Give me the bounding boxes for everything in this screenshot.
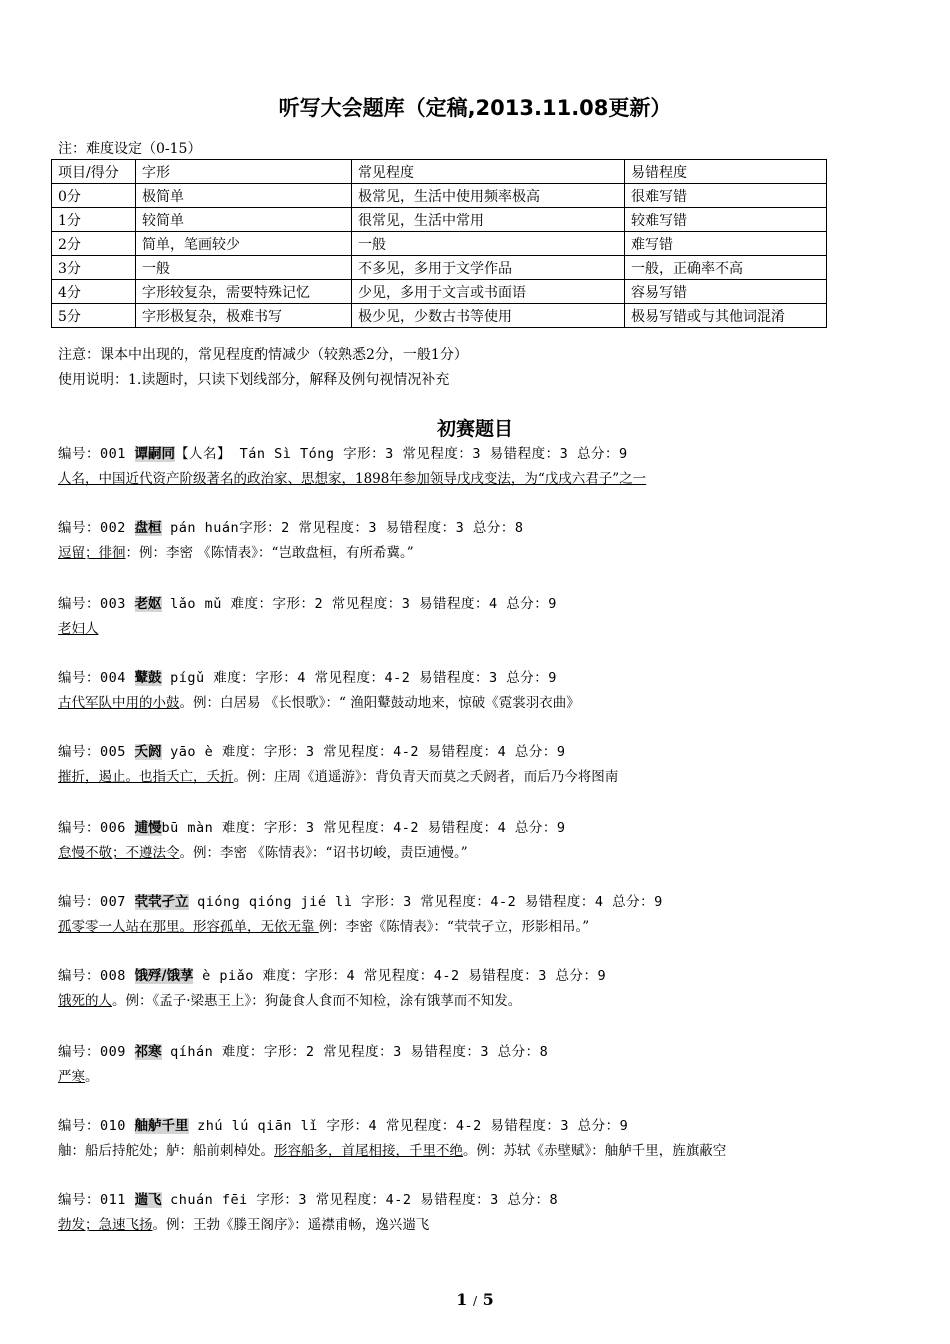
entry-definition-prefix: 舳：船后持舵处；舻：船前刺棹处。 xyxy=(58,1143,274,1159)
entry-number: 编号：003 xyxy=(58,596,135,612)
table-cell: 容易写错 xyxy=(625,280,827,304)
entry-example: ：例：李密 《陈情表》：“岂敢盘桓，有所希冀。” xyxy=(125,545,414,561)
entry-word: 逋慢 xyxy=(134,820,162,836)
entry-example: 。 xyxy=(85,1069,99,1085)
entry-header-line xyxy=(58,516,524,541)
table-cell: 5分 xyxy=(52,304,136,328)
table-cell: 字形较复杂，需要特殊记忆 xyxy=(136,280,352,304)
entry-word: 谭嗣同 xyxy=(134,446,176,462)
entry-number: 编号：005 xyxy=(58,744,135,760)
page-footer xyxy=(0,1290,950,1309)
entry-definition-line xyxy=(58,841,566,866)
entry-word: 盘桓 xyxy=(134,520,162,536)
entry-number: 编号：009 xyxy=(58,1044,135,1060)
table-header-cell: 字形 xyxy=(136,160,352,184)
entry-example: 。例：李密 《陈情表》：“诏书切峻，责臣逋慢。” xyxy=(179,845,468,861)
entry-item xyxy=(58,1188,558,1238)
entry-word: 夭阏 xyxy=(134,744,162,760)
entry-item xyxy=(58,964,606,1014)
entry-definition-line xyxy=(58,691,580,716)
table-cell: 1分 xyxy=(52,208,136,232)
entry-definition-line xyxy=(58,1065,548,1090)
entry-definition-line xyxy=(58,1213,558,1238)
entry-meta: bū màn 难度：字形：3 常见程度：4-2 易错程度：4 总分：9 xyxy=(161,820,566,836)
entry-item xyxy=(58,592,557,642)
table-header-cell: 易错程度 xyxy=(625,160,827,184)
table-cell: 极易写错或与其他词混淆 xyxy=(625,304,827,328)
entry-item xyxy=(58,1114,726,1164)
table-row xyxy=(52,280,827,304)
table-header-cell: 项目/得分 xyxy=(52,160,136,184)
table-cell: 一般，正确率不高 xyxy=(625,256,827,280)
entry-number: 编号：002 xyxy=(58,520,135,536)
attention-note: 注意：课本中出现的，常见程度酌情减少（较熟悉2分，一般1分） xyxy=(58,347,468,363)
entry-item xyxy=(58,442,646,492)
table-cell: 极常见，生活中使用频率极高 xyxy=(352,184,625,208)
entry-meta: qíhán 难度：字形：2 常见程度：3 易错程度：3 总分：8 xyxy=(161,1044,549,1060)
entry-word: 饿殍/饿莩 xyxy=(134,968,194,984)
entry-example: 。例：白居易 《长恨歌》：“ 渔阳鼙鼓动地来，惊破《霓裳羽衣曲》 xyxy=(179,695,580,711)
section-title: 初赛题目 xyxy=(436,418,513,440)
entry-meta: 【人名】 Tán Sì Tóng 字形：3 常见程度：3 易错程度：3 总分：9 xyxy=(175,446,628,462)
entry-item xyxy=(58,516,524,566)
entry-header-line xyxy=(58,1040,548,1065)
entry-number: 编号：010 xyxy=(58,1118,135,1134)
entry-item xyxy=(58,740,618,790)
entry-number: 编号：006 xyxy=(58,820,135,836)
entry-header-line xyxy=(58,592,557,617)
table-row xyxy=(52,184,827,208)
usage-note: 使用说明：1.读题时，只读下划线部分，解释及例句视情况补充 xyxy=(58,372,450,388)
entry-example: 。例：《孟子·梁惠王上》：狗彘食人食而不知检，涂有饿莩而不知发。 xyxy=(112,993,522,1009)
table-cell: 极少见，少数古书等使用 xyxy=(352,304,625,328)
table-cell: 4分 xyxy=(52,280,136,304)
entry-number: 编号：008 xyxy=(58,968,135,984)
entry-example: 例：李密《陈情表》：“茕茕孑立，形影相吊。” xyxy=(318,919,590,935)
entry-header-line xyxy=(58,890,663,915)
entry-definition: 古代军队中用的小鼓 xyxy=(58,695,180,711)
table-cell: 简单，笔画较少 xyxy=(136,232,352,256)
table-row xyxy=(52,208,827,232)
entry-example: 。例：苏轼《赤壁赋》：舳舻千里，旌旗蔽空 xyxy=(463,1143,727,1159)
entry-definition: 逗留；徘徊 xyxy=(58,545,126,561)
entry-example: 。例：庄周《逍遥游》：背负青天而莫之夭阏者，而后乃今将图南 xyxy=(233,769,619,785)
table-header-cell: 常见程度 xyxy=(352,160,625,184)
difficulty-table-body xyxy=(52,160,827,328)
entry-number: 编号：001 xyxy=(58,446,135,462)
table-cell: 很常见，生活中常用 xyxy=(352,208,625,232)
entry-item xyxy=(58,666,580,716)
page-separator: / xyxy=(472,1294,478,1308)
entry-definition-line xyxy=(58,541,524,566)
entry-definition: 人名，中国近代资产阶级著名的政治家、思想家，1898年参加领导戊戌变法，为“戊戌六君子”之一 xyxy=(58,471,647,487)
entry-number: 编号：007 xyxy=(58,894,135,910)
table-cell: 少见，多用于文言或书面语 xyxy=(352,280,625,304)
entry-definition: 老妇人 xyxy=(58,621,99,637)
table-cell: 不多见，多用于文学作品 xyxy=(352,256,625,280)
difficulty-note: 注：难度设定（0-15） xyxy=(58,141,202,157)
table-header-row xyxy=(52,160,827,184)
table-cell: 难写错 xyxy=(625,232,827,256)
entry-number: 编号：011 xyxy=(58,1192,135,1208)
entry-definition-line xyxy=(58,1139,726,1164)
entry-item xyxy=(58,890,663,940)
table-cell: 字形极复杂，极难书写 xyxy=(136,304,352,328)
entry-word: 祁寒 xyxy=(134,1044,162,1060)
table-cell: 0分 xyxy=(52,184,136,208)
table-cell: 2分 xyxy=(52,232,136,256)
entry-header-line xyxy=(58,1188,558,1213)
entry-meta: yāo è 难度：字形：3 常见程度：4-2 易错程度：4 总分：9 xyxy=(161,744,566,760)
entry-definition-line xyxy=(58,989,606,1014)
page-number: 1 xyxy=(456,1290,468,1309)
table-cell: 较难写错 xyxy=(625,208,827,232)
entry-meta: chuán fēi 字形：3 常见程度：4-2 易错程度：3 总分：8 xyxy=(161,1192,559,1208)
page-title: 听写大会题库（定稿,2013.11.08更新） xyxy=(278,96,672,120)
entry-definition-line xyxy=(58,467,646,492)
entry-word: 老妪 xyxy=(134,596,162,612)
entry-definition: 形容船多，首尾相接，千里不绝 xyxy=(274,1143,463,1159)
entry-meta: lǎo mǔ 难度：字形：2 常见程度：3 易错程度：4 总分：9 xyxy=(161,596,557,612)
table-cell: 极简单 xyxy=(136,184,352,208)
entry-item xyxy=(58,1040,548,1090)
entry-definition: 孤零零一人站在那里。形容孤单，无依无靠 xyxy=(58,919,319,935)
table-cell: 3分 xyxy=(52,256,136,280)
entry-header-line xyxy=(58,816,566,841)
entry-word: 茕茕孑立 xyxy=(134,894,189,910)
entry-example: 。例：王勃《滕王阁序》：遥襟甫畅，逸兴遄飞 xyxy=(152,1217,430,1233)
table-cell: 较简单 xyxy=(136,208,352,232)
entry-meta: è piǎo 难度：字形：4 常见程度：4-2 易错程度：3 总分：9 xyxy=(193,968,607,984)
table-row xyxy=(52,304,827,328)
entry-meta: pígǔ 难度：字形：4 常见程度：4-2 易错程度：3 总分：9 xyxy=(161,670,557,686)
entry-definition: 勃发；急速飞扬 xyxy=(58,1217,153,1233)
entry-definition-line xyxy=(58,765,618,790)
entry-header-line xyxy=(58,740,618,765)
entry-word: 遄飞 xyxy=(134,1192,162,1208)
table-cell: 一般 xyxy=(136,256,352,280)
entry-definition: 严寒 xyxy=(58,1069,85,1085)
table-row xyxy=(52,256,827,280)
table-row xyxy=(52,232,827,256)
entry-definition-line xyxy=(58,915,663,940)
entry-definition-line xyxy=(58,617,557,642)
entry-meta: zhú lú qiān lǐ 字形：4 常见程度：4-2 易错程度：3 总分：9 xyxy=(188,1118,629,1134)
difficulty-table xyxy=(51,159,827,328)
entry-header-line xyxy=(58,1114,726,1139)
entry-header-line xyxy=(58,964,606,989)
entry-word: 舳舻千里 xyxy=(134,1118,189,1134)
entry-number: 编号：004 xyxy=(58,670,135,686)
entry-word: 鼙鼓 xyxy=(134,670,162,686)
entry-item xyxy=(58,816,566,866)
entry-definition: 怠慢不敬；不遵法令 xyxy=(58,845,180,861)
entry-definition: 饿死的人 xyxy=(58,993,112,1009)
entry-meta: pán huán字形：2 常见程度：3 易错程度：3 总分：8 xyxy=(161,520,524,536)
table-cell: 一般 xyxy=(352,232,625,256)
entry-header-line xyxy=(58,666,580,691)
entry-meta: qióng qióng jié lì 字形：3 常见程度：4-2 易错程度：4 总分：9 xyxy=(188,894,663,910)
table-cell: 很难写错 xyxy=(625,184,827,208)
entry-header-line xyxy=(58,442,646,467)
entry-definition: 摧折，遏止。也指夭亡，夭折 xyxy=(58,769,234,785)
page-total: 5 xyxy=(482,1290,494,1309)
